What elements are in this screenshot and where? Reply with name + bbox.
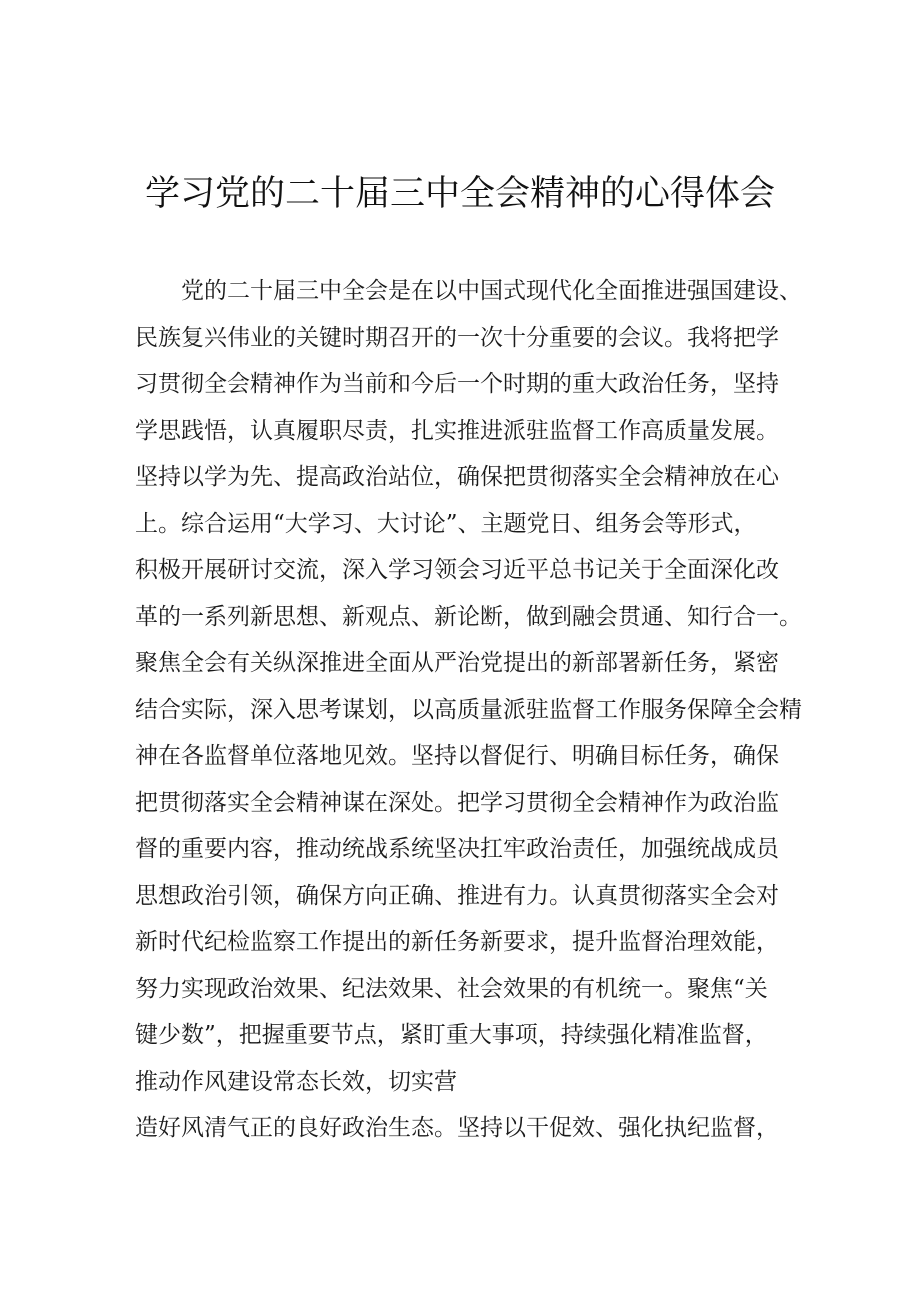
paragraph-line: 结合实际，深入思考谋划，以高质量派驻监督工作服务保障全会精 <box>135 696 802 723</box>
paragraph-line: 坚持以学为先、提高政治站位，确保把贯彻落实全会精神放在心 <box>135 464 779 490</box>
paragraph-line: 民族复兴伟业的关键时期召开的一次十分重要的会议。我将把学 <box>135 324 779 351</box>
document-body <box>135 268 815 1152</box>
paragraph-line: 聚焦全会有关纵深推进全面从严治党提出的新部署新任务，紧密 <box>135 650 779 676</box>
paragraph-line: 造好风清气正的良好政治生态。坚持以干促效、强化执纪监督， <box>135 1115 779 1141</box>
document-title: 学习党的二十届三中全会精神的心得体会 <box>144 174 775 214</box>
paragraph-line: 新时代纪检监察工作提出的新任务新要求，提升监督治理效能， <box>135 929 779 955</box>
paragraph-line: 习贯彻全会精神作为当前和今后一个时期的重大政治任务，坚持 <box>135 371 779 397</box>
paragraph-line: 党的二十届三中全会是在以中国式现代化全面推进强国建设、 <box>181 278 802 304</box>
paragraph-line: 上。综合运用“大学习、大讨论”、主题党日、组务会等形式， <box>135 510 757 537</box>
paragraph-line: 努力实现政治效果、纪法效果、社会效果的有机统一。聚焦“关 <box>135 975 768 1002</box>
paragraph-line: 学思践悟，认真履职尽责，扎实推进派驻监督工作高质量发展。 <box>135 417 779 444</box>
paragraph-line: 督的重要内容，推动统战系统坚决扛牢政治责任，加强统战成员 <box>135 836 779 862</box>
paragraph-line: 推动作风建设常态长效，切实营 <box>135 1068 457 1095</box>
paragraph-line: 思想政治引领，确保方向正确、推进有力。认真贯彻落实全会对 <box>135 882 779 909</box>
paragraph-line: 把贯彻落实全会精神谋在深处。把学习贯彻全会精神作为政治监 <box>135 789 779 816</box>
paragraph-line: 积极开展研讨交流，深入学习领会习近平总书记关于全面深化改 <box>135 557 779 583</box>
paragraph-line: 革的一系列新思想、新观点、新论断，做到融会贯通、知行合一。 <box>135 603 802 630</box>
paragraph-line: 神在各监督单位落地见效。坚持以督促行、明确目标任务，确保 <box>135 743 779 769</box>
paragraph-line: 键少数”，把握重要节点，紧盯重大事项，持续强化精准监督， <box>135 1022 768 1048</box>
